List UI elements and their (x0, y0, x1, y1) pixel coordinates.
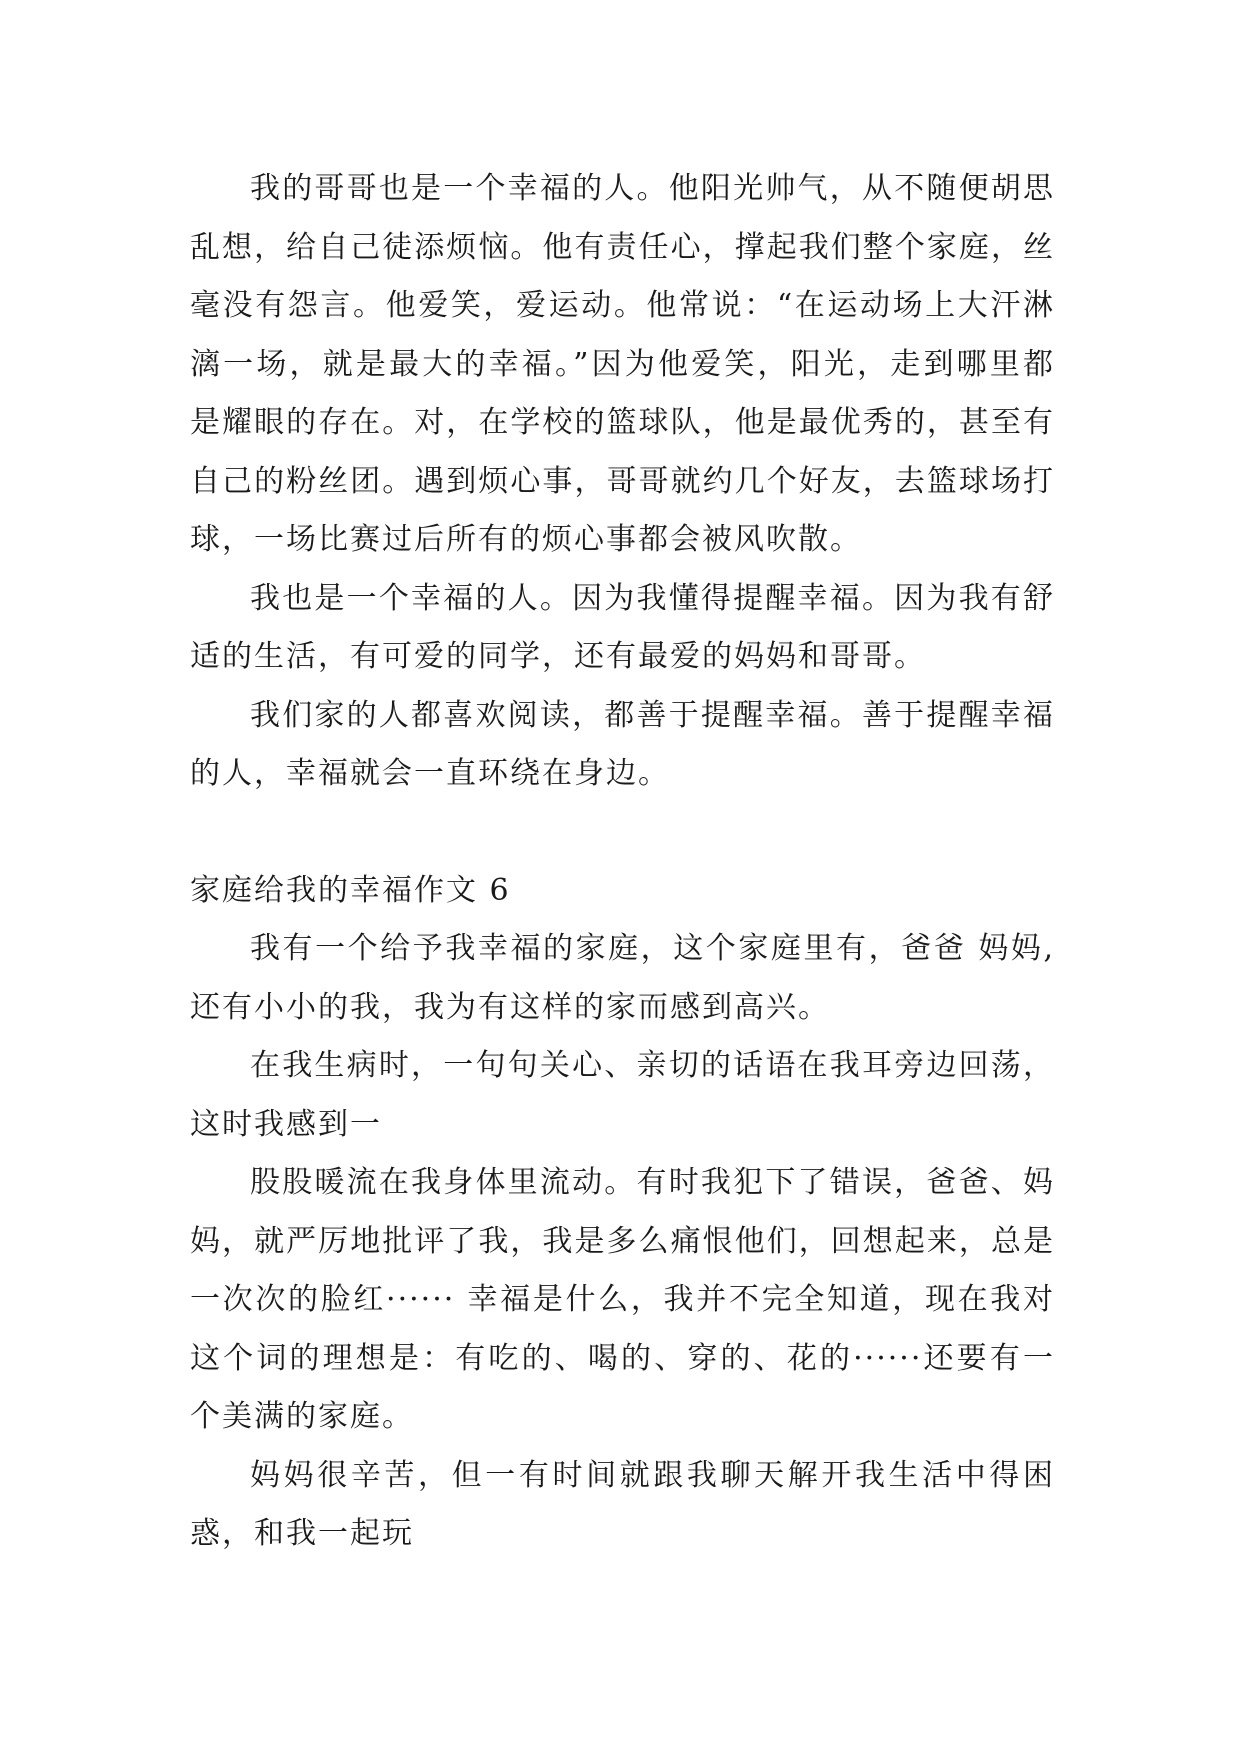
paragraph-mother: 妈妈很辛苦，但一有时间就跟我聊天解开我生活中得困惑，和我一起玩 (190, 1457, 1055, 1551)
section-gap (190, 804, 1055, 862)
paragraph-brother: 我的哥哥也是一个幸福的人。他阳光帅气，从不随便胡思乱想，给自己徒添烦恼。他有责任心，撑起我们整个家庭，丝毫没有怨言。他爱笑，爱运动。他常说：“在运动场上大汗淋漓一场，就是最大的幸福。”因为他爱笑，阳光，走到哪里都是耀眼的存在。对，在学校的篮球队，他是最优秀的，甚至有自己的粉丝团。遇到烦心事，哥哥就约几个好友，去篮球场打球，一场比赛过后所有的烦心事都会被风吹散。 (190, 171, 1055, 557)
paragraph-intro: 我有一个给予我幸福的家庭，这个家庭里有，爸爸 妈妈,还有小小的我，我为有这样的家而感到高兴。 (190, 931, 1055, 1025)
paragraph-family-reading: 我们家的人都喜欢阅读，都善于提醒幸福。善于提醒幸福的人，幸福就会一直环绕在身边。 (190, 697, 1055, 791)
paragraph-sick: 在我生病时，一句句关心、亲切的话语在我耳旁边回荡，这时我感到一 (190, 1048, 1055, 1142)
section-title: 家庭给我的幸福作文 6 (190, 872, 511, 908)
paragraph-me: 我也是一个幸福的人。因为我懂得提醒幸福。因为我有舒适的生活，有可爱的同学，还有最爱的妈妈和哥哥。 (190, 580, 1055, 674)
paragraph-warmth: 股股暖流在我身体里流动。有时我犯下了错误，爸爸、妈妈，就严厉地批评了我，我是多么痛恨他们，回想起来，总是一次次的脸红······ 幸福是什么，我并不完全知道，现在我对这个词的理想是：有吃的、喝的、穿的、花的······还要有一个美满的家庭。 (190, 1165, 1055, 1434)
document-body (190, 160, 1055, 1564)
